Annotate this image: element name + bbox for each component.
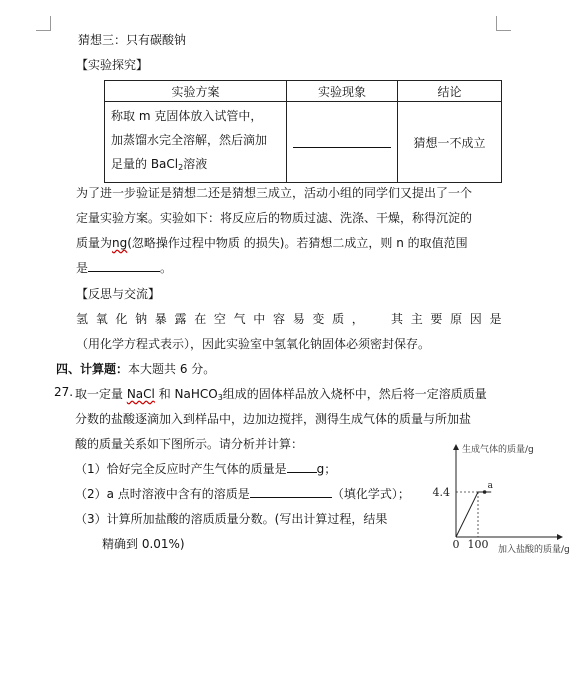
experiment-table (104, 80, 502, 183)
y-tick-label: 4.4 (432, 486, 450, 499)
section-4-title: 四、计算题： (56, 362, 129, 376)
point-a (483, 490, 487, 494)
reflection-line-2: （用化学方程式表示），因此实验室中氢氧化钠固体必须密封保存。 (76, 337, 431, 351)
further-line-3: 质量为ng(忽略操作过程中物质 的损失)。若猜想二成立，则 n 的取值范围 (76, 236, 468, 250)
hypothesis-3: 猜想三：只有碳酸钠 (78, 33, 187, 47)
table-cell-phenomenon (287, 102, 398, 183)
q27-sub-2: （2）a 点时溶液中含有的溶质是 （填化学式）； (75, 487, 410, 501)
q27-line-1: 取一定量 NaCl 和 NaHCO$_3$组成的固体样品放入烧杯中，然后将一定溶质质量 (75, 387, 487, 402)
table-header-method: 实验方案 (105, 81, 287, 102)
section-4-note: 本大题共 6 分。 (128, 362, 216, 376)
gas-mass-blank (287, 460, 317, 473)
method-line-1: 称取 m 克固体放入试管中， (111, 109, 263, 123)
ng-text: ng (112, 236, 128, 250)
x-tick-label-100: 100 (467, 538, 489, 551)
page-corner-top-right (496, 16, 511, 31)
q27-number: 27. (54, 385, 74, 399)
table-header-phenomenon: 实验现象 (287, 81, 398, 102)
q27-line-3: 酸的质量关系如下图所示。请分析并计算： (75, 437, 304, 451)
x-tick-label-0: 0 (452, 538, 460, 551)
q27-sub-1: （1）恰好完全反应时产生气体的质量是 g； (75, 462, 337, 476)
nacl-text: NaCl (126, 387, 155, 401)
further-line-4: 是 。 (76, 261, 173, 275)
table-cell-conclusion: 猜想一不成立 (398, 102, 502, 183)
reflection-heading: 【反思与交流】 (76, 287, 161, 301)
table-cell-method (105, 102, 287, 183)
reflection-line-1b: 其主要原因是 (391, 312, 510, 326)
series-line (456, 492, 491, 537)
further-line-2: 定量实验方案。实验如下：将反应后的物质过滤、洗涤、干燥，称得沉淀的 (76, 211, 473, 225)
q27-sub-3-line-1: （3）计算所加盐酸的溶质质量分数。(写出计算过程，结果 (75, 512, 388, 526)
page-corner-top-left (36, 16, 51, 31)
further-line-1: 为了进一步验证是猜想二还是猜想三成立，活动小组的同学们又提出了一个 (76, 186, 473, 200)
phenomenon-blank (293, 133, 391, 148)
q27-line-2: 分数的盐酸逐滴加入到样品中，边加边搅拌，测得生成气体的质量与所加盐 (75, 412, 472, 426)
x-axis-label: 加入盐酸的质量/g (498, 545, 570, 555)
q27-sub-3-line-2: 精确到 0.01%) (102, 537, 185, 551)
method-line-2: 加蒸馏水完全溶解，然后滴加 (111, 133, 268, 147)
range-blank (88, 259, 160, 272)
point-a-label: a (487, 480, 493, 491)
table-header-conclusion: 结论 (398, 81, 502, 102)
solute-blank (250, 485, 332, 498)
method-line-3: 足量的 BaCl$_2$溶液 (111, 157, 208, 172)
reflection-line-1a: 氢氧化钠暴露在空气中容易变质， (76, 312, 372, 326)
experiment-heading: 【实验探究】 (76, 58, 149, 72)
y-axis-label: 生成气体的质量/g (462, 445, 534, 455)
section-4-heading (56, 360, 215, 377)
